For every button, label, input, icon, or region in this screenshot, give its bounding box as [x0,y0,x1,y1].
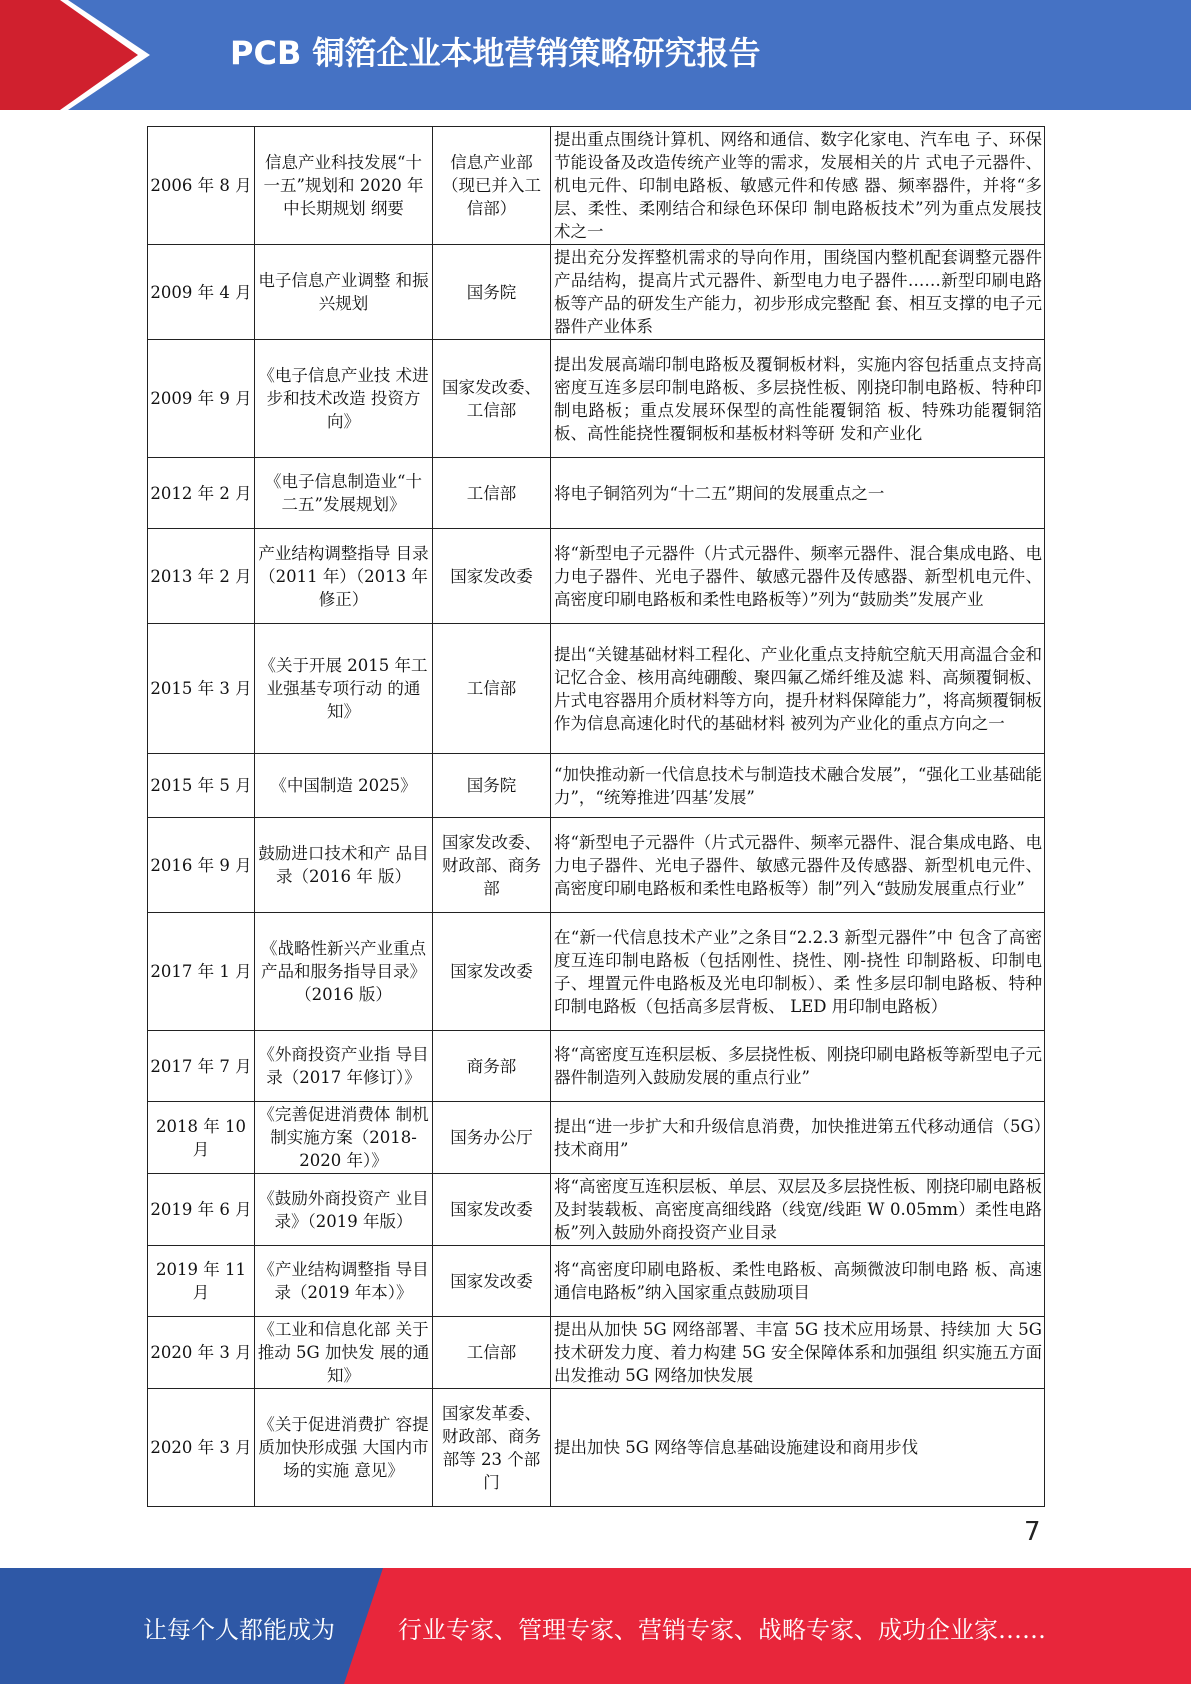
policy-name-cell: 电子信息产业调整 和振兴规划 [255,245,433,340]
policy-content-cell: 将“新型电子元器件（片式元器件、频率元器件、混合集成电路、电力电子器件、光电子器件、敏感元器件及传感器、新型机电元件、高密度印刷电路板和柔性电路板等）制”列入“鼓励发展重点行业” [551,818,1045,913]
policy-name-cell: 《中国制造 2025》 [255,754,433,818]
issuing-body-cell: 国务办公厅 [433,1102,551,1174]
policy-date-cell: 2015 年 5 月 [148,754,255,818]
issuing-body-cell: 国家发改委 [433,529,551,624]
table-row [148,340,1045,458]
footer-slogan-right: 行业专家、管理专家、营销专家、战略专家、成功企业家…… [398,1616,1046,1644]
policy-content-cell: 将“新型电子元器件（片式元器件、频率元器件、混合集成电路、电力电子器件、光电子器件、敏感元器件及传感器、新型机电元件、高密度印刷电路板和柔性电路板等）”列为“鼓励类”发展产业 [551,529,1045,624]
issuing-body-cell: 国家发改委、财政部、商务部 [433,818,551,913]
policy-table-body [148,127,1045,1507]
issuing-body-cell: 工信部 [433,1317,551,1389]
table-row [148,1389,1045,1507]
table-row [148,1031,1045,1102]
policy-name-cell: 《战略性新兴产业重点产品和服务指导目录》（2016 版） [255,913,433,1031]
policy-table [147,126,1045,1507]
policy-content-cell: 提出“关键基础材料工程化、产业化重点支持航空航天用高温合金和记忆合金、核用高纯硼酸、聚四氟乙烯纤维及滤 料、高频覆铜板、片式电容器用介质材料等方向，提升材料保障能力”，将高频覆铜板作为信息高速化时代的基础材料 被列为产业化的重点方向之一 [551,624,1045,754]
table-row [148,529,1045,624]
policy-name-cell: 《工业和信息化部 关于推动 5G 加快发 展的通知》 [255,1317,433,1389]
policy-content-cell: 提出从加快 5G 网络部署、丰富 5G 技术应用场景、持续加 大 5G 技术研发力度、着力构建 5G 安全保障体系和加强组 织实施五方面出发推动 5G 网络加快发展 [551,1317,1045,1389]
policy-content-cell: 提出发展高端印制电路板及覆铜板材料，实施内容包括重点支持高密度互连多层印制电路板、多层挠性板、刚挠印制电路板、特种印制电路板；重点发展环保型的高性能覆铜箔 板、特殊功能覆铜箔板、高性能挠性覆铜板和基板材料等研 发和产业化 [551,340,1045,458]
policy-content-cell: 在“新一代信息技术产业”之条目“2.2.3 新型元器件”中 包含了高密度互连印制电路板（包括刚性、挠性、刚-挠性 印制路板、印制电子、埋置元件电路板及光电印制板）、柔 性多层印制电路板、特种印制电路板（包括高多层背板、 LED 用印制电路板） [551,913,1045,1031]
issuing-body-cell: 国家发改委 [433,913,551,1031]
policy-date-cell: 2016 年 9 月 [148,818,255,913]
policy-name-cell: 《外商投资产业指 导目录（2017 年修订）》 [255,1031,433,1102]
policy-content-cell: 将“高密度互连积层板、单层、双层及多层挠性板、刚挠印刷电路板及封装载板、高密度高细线路（线宽/线距 W 0.05mm）柔性电路板”列入鼓励外商投资产业目录 [551,1174,1045,1246]
policy-date-cell: 2019 年 6 月 [148,1174,255,1246]
policy-name-cell: 信息产业科技发展“十一五”规划和 2020 年中长期规划 纲要 [255,127,433,245]
policy-name-cell: 鼓励进口技术和产 品目录（2016 年 版） [255,818,433,913]
policy-name-cell: 《关于促进消费扩 容提质加快形成强 大国内市场的实施 意见》 [255,1389,433,1507]
table-row [148,754,1045,818]
policy-name-cell: 《电子信息制造业“十二五”发展规划》 [255,458,433,529]
table-row [148,1246,1045,1317]
issuing-body-cell: 商务部 [433,1031,551,1102]
issuing-body-cell: 国家发革委、财政部、商务部等 23 个部门 [433,1389,551,1507]
issuing-body-cell: 国务院 [433,754,551,818]
policy-name-cell: 《鼓励外商投资产 业目录》（2019 年版） [255,1174,433,1246]
policy-date-cell: 2017 年 1 月 [148,913,255,1031]
policy-date-cell: 2012 年 2 月 [148,458,255,529]
policy-content-cell: “加快推动新一代信息技术与制造技术融合发展”，“强化工业基础能力”，“统筹推进’四基’发展” [551,754,1045,818]
issuing-body-cell: 工信部 [433,458,551,529]
policy-name-cell: 《电子信息产业技 术进步和技术改造 投资方向》 [255,340,433,458]
table-row [148,1317,1045,1389]
policy-date-cell: 2006 年 8 月 [148,127,255,245]
issuing-body-cell: 信息产业部（现已并入工信部） [433,127,551,245]
policy-content-cell: 提出充分发挥整机需求的导向作用，围绕国内整机配套调整元器件产品结构，提高片式元器件、新型电力电子器件……新型印刷电路板等产品的研发生产能力，初步形成完整配 套、相互支撑的电子元器件产业体系 [551,245,1045,340]
policy-date-cell: 2009 年 4 月 [148,245,255,340]
policy-date-cell: 2017 年 7 月 [148,1031,255,1102]
footer-slogan-left: 让每个人都能成为 [143,1616,335,1644]
policy-date-cell: 2013 年 2 月 [148,529,255,624]
policy-content-cell: 将“高密度印刷电路板、柔性电路板、高频微波印制电路 板、高速通信电路板”纳入国家重点鼓励项目 [551,1246,1045,1317]
table-row [148,1102,1045,1174]
issuing-body-cell: 国家发改委 [433,1246,551,1317]
issuing-body-cell: 工信部 [433,624,551,754]
table-row [148,458,1045,529]
table-row [148,624,1045,754]
policy-content-cell: 提出“进一步扩大和升级信息消费，加快推进第五代移动通信（5G）技术商用” [551,1102,1045,1174]
policy-name-cell: 《完善促进消费体 制机制实施方案（2018-2020 年）》 [255,1102,433,1174]
report-title: PCB 铜箔企业本地营销策略研究报告 [230,34,761,72]
policy-content-cell: 将电子铜箔列为“十二五”期间的发展重点之一 [551,458,1045,529]
policy-date-cell: 2019 年 11 月 [148,1246,255,1317]
table-row [148,913,1045,1031]
policy-content-cell: 提出加快 5G 网络等信息基础设施建设和商用步伐 [551,1389,1045,1507]
issuing-body-cell: 国家发改委 [433,1174,551,1246]
table-row [148,818,1045,913]
table-row [148,1174,1045,1246]
policy-date-cell: 2015 年 3 月 [148,624,255,754]
table-row [148,245,1045,340]
policy-content-cell: 将“高密度互连积层板、多层挠性板、刚挠印刷电路板等新型电子元器件制造列入鼓励发展的重点行业” [551,1031,1045,1102]
policy-date-cell: 2009 年 9 月 [148,340,255,458]
policy-date-cell: 2018 年 10 月 [148,1102,255,1174]
policy-name-cell: 《关于开展 2015 年工业强基专项行动 的通知》 [255,624,433,754]
policy-date-cell: 2020 年 3 月 [148,1317,255,1389]
page-header [0,0,1191,110]
table-row [148,127,1045,245]
issuing-body-cell: 国家发改委、工信部 [433,340,551,458]
page-number: 7 [1024,1517,1041,1547]
policy-date-cell: 2020 年 3 月 [148,1389,255,1507]
issuing-body-cell: 国务院 [433,245,551,340]
page-footer [0,1568,1191,1684]
header-arrow-decoration [0,0,150,110]
policy-name-cell: 产业结构调整指导 目录（2011 年）（2013 年修正） [255,529,433,624]
policy-name-cell: 《产业结构调整指 导目录（2019 年本）》 [255,1246,433,1317]
policy-content-cell: 提出重点围绕计算机、网络和通信、数字化家电、汽车电 子、环保节能设备及改造传统产业等的需求，发展相关的片 式电子元器件、机电元件、印制电路板、敏感元件和传感 器、频率器件，并将“多层、柔性、柔刚结合和绿色环保印 制电路板技术”列为重点发展技术之一 [551,127,1045,245]
